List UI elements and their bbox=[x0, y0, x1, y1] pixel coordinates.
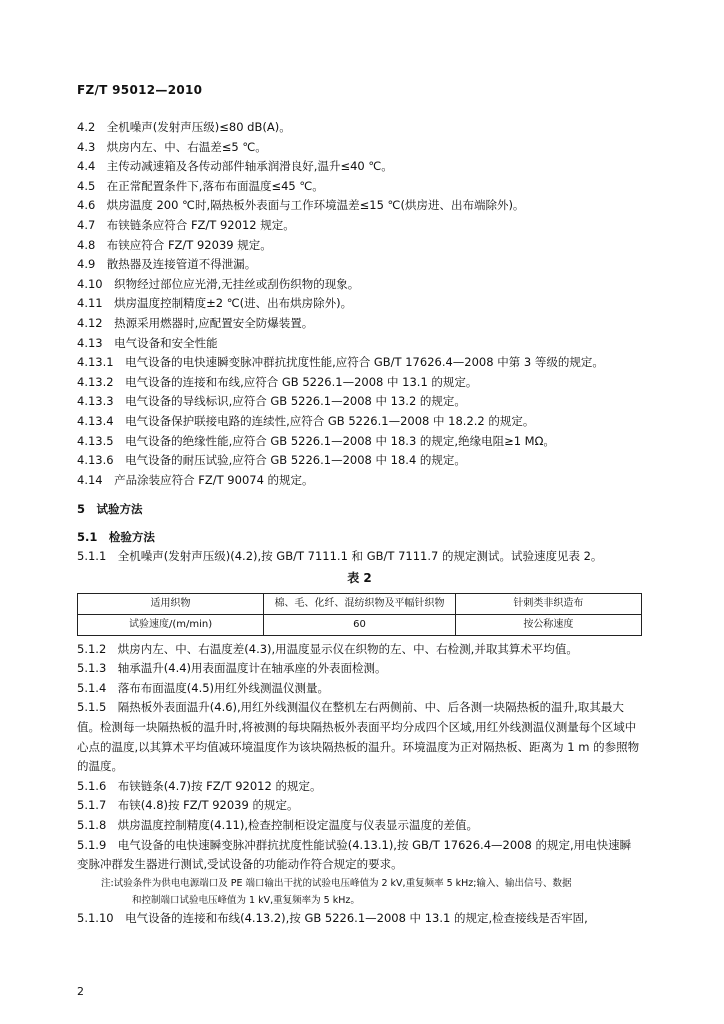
clause-4-11: 4.11 烘房温度控制精度±2 ℃(进、出布烘房除外)。 bbox=[77, 296, 353, 311]
clause-4-13-3: 4.13.3 电气设备的导线标识,应符合 GB 5226.1—2008 中 13.2 的规定。 bbox=[77, 394, 466, 409]
note-line-2: 和控制端口试验电压峰值为 1 kV,重复频率为 5 kHz。 bbox=[132, 894, 360, 906]
clause-4-13-1: 4.13.1 电气设备的电快速瞬变脉冲群抗扰度性能,应符合 GB/T 17626.4—2008 中第 3 等级的规定。 bbox=[77, 355, 604, 370]
clause-5-1-6: 5.1.6 布铗链条(4.7)按 FZ/T 92012 的规定。 bbox=[77, 778, 322, 793]
clause-5-1-3: 5.1.3 轴承温升(4.4)用表面温度计在轴承座的外表面检测。 bbox=[77, 661, 387, 676]
clause-5-1-1: 5.1.1 全机噪声(发射声压级)(4.2),按 GB/T 7111.1 和 GB/T 7111.7 的规定测试。试验速度见表 2。 bbox=[77, 549, 603, 564]
clause-5-1-7: 5.1.7 布铗(4.8)按 FZ/T 92039 的规定。 bbox=[77, 798, 299, 813]
clause-4-5: 4.5 在正常配置条件下,落布布面温度≤45 ℃。 bbox=[77, 178, 324, 193]
table-row bbox=[78, 614, 642, 635]
clause-4-13-4: 4.13.4 电气设备保护联接电路的连续性,应符合 GB 5226.1—2008 中 18.2.2 的规定。 bbox=[77, 413, 535, 428]
clause-5-1-4: 5.1.4 落布布面温度(4.5)用红外线测温仪测量。 bbox=[77, 680, 330, 695]
clause-5-1-2: 5.1.2 烘房内左、中、右温度差(4.3),用温度显示仪在织物的左、中、右检测,并取其算术平均值。 bbox=[77, 641, 578, 656]
standard-code-header: FZ/T 95012—2010 bbox=[77, 83, 203, 97]
clause-4-13-2: 4.13.2 电气设备的连接和布线,应符合 GB 5226.1—2008 中 13.1 的规定。 bbox=[77, 374, 478, 389]
clause-4-10: 4.10 织物经过部位应光滑,无挂丝或刮伤织物的现象。 bbox=[77, 276, 360, 291]
table-header-row bbox=[78, 593, 642, 614]
clause-4-4: 4.4 主传动减速箱及各传动部件轴承润滑良好,温升≤40 ℃。 bbox=[77, 159, 393, 174]
clause-4-7: 4.7 布铗链条应符合 FZ/T 92012 规定。 bbox=[77, 217, 295, 232]
clause-4-13: 4.13 电气设备和安全性能 bbox=[77, 335, 218, 350]
clause-5-1-8: 5.1.8 烘房温度控制精度(4.11),检查控制柜设定温度与仪表显示温度的差值。 bbox=[77, 818, 478, 832]
page-content bbox=[77, 118, 642, 928]
table-header-cell: 适用织物 bbox=[78, 593, 264, 614]
page-number: 2 bbox=[77, 985, 84, 998]
clause-4-8: 4.8 布铗应符合 FZ/T 92039 规定。 bbox=[77, 237, 272, 252]
table-2-caption: 表 2 bbox=[347, 571, 372, 586]
clause-4-13-5: 4.13.5 电气设备的绝缘性能,应符合 GB 5226.1—2008 中 18.3 的规定,绝缘电阻≥1 MΩ。 bbox=[77, 433, 555, 448]
note-line-1: 注:试验条件为供电电源端口及 PE 端口输出干扰的试验电压峰值为 2 kV,重复频率 5 kHz;输入、输出信号、数据 bbox=[101, 877, 572, 889]
table-cell: 试验速度/(m/min) bbox=[78, 614, 264, 635]
table-header-cell: 棉、毛、化纤、混纺织物及平幅针织物 bbox=[264, 593, 456, 614]
clause-4-14: 4.14 产品涂装应符合 FZ/T 90074 的规定。 bbox=[77, 472, 314, 487]
section-5-title: 5 试验方法 bbox=[77, 502, 143, 517]
section-5-1-title: 5.1 检验方法 bbox=[77, 529, 155, 544]
clause-4-6: 4.6 烘房温度 200 ℃时,隔热板外表面与工作环境温差≤15 ℃(烘房进、出布端除外)。 bbox=[77, 198, 525, 213]
clause-4-13-6: 4.13.6 电气设备的耐压试验,应符合 GB 5226.1—2008 中 18.4 的规定。 bbox=[77, 453, 466, 468]
table-header-cell: 针刺类非织造布 bbox=[455, 593, 641, 614]
clause-4-2: 4.2 全机噪声(发射声压级)≤80 dB(A)。 bbox=[77, 120, 291, 134]
clause-4-9: 4.9 散热器及连接管道不得泄漏。 bbox=[77, 257, 257, 272]
clause-5-1-10: 5.1.10 电气设备的连接和布线(4.13.2),按 GB 5226.1—2008 中 13.1 的规定,检查接线是否牢固, bbox=[77, 910, 588, 925]
clause-5-1-5: 5.1.5 隔热板外表面温升(4.6),用红外线测温仪在整机左右两侧前、中、后各测一块隔热板的温升,取其最大值。检测每一块隔热板的温升时,将被测的每块隔热板外表面平均分成四个区域,用红外线测温仪测量每个区域中心点的温度,以其算术平均值减环境温度作为该块隔热板的温升。环境温度为正对隔热板、距离为 1 m 的参照物的温度。 bbox=[77, 700, 640, 774]
table-2 bbox=[77, 593, 642, 636]
table-cell: 按公称速度 bbox=[455, 614, 641, 635]
clause-4-12: 4.12 热源采用燃器时,应配置安全防爆装置。 bbox=[77, 315, 314, 330]
table-cell: 60 bbox=[264, 614, 456, 635]
clause-4-3: 4.3 烘房内左、中、右温差≤5 ℃。 bbox=[77, 139, 267, 154]
clause-5-1-9: 5.1.9 电气设备的电快速瞬变脉冲群抗扰度性能试验(4.13.1),按 GB/T 17626.4—2008 的规定,用电快速瞬变脉冲群发生器进行测试,受试设备的功能动作符合规定的要求。 bbox=[77, 837, 632, 872]
